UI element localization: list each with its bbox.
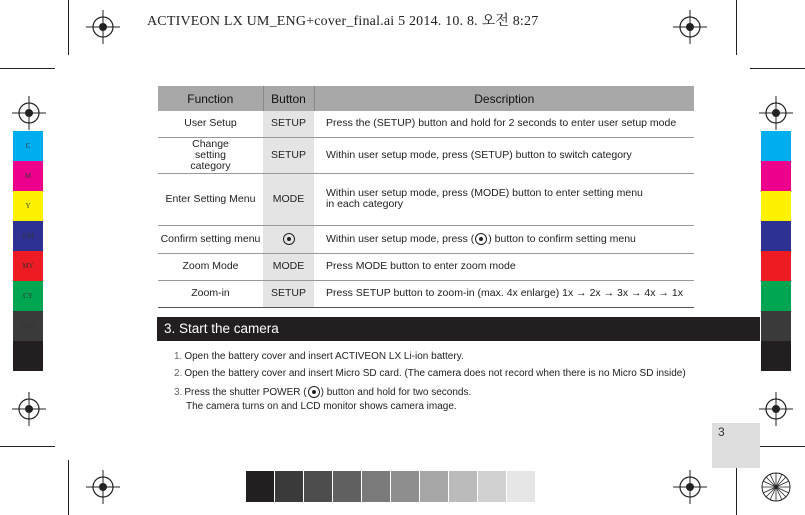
list-item: 1. Open the battery cover and insert ACTIVEON LX Li-ion battery. [174, 351, 464, 362]
gray-swatch [507, 471, 535, 502]
file-slug-line: ACTIVEON LX UM_ENG+cover_final.ai 5 2014. 10. 8. 오전 8:27 [147, 14, 539, 29]
button-cell: MODE [263, 173, 314, 225]
description-cell: Press SETUP button to zoom-in (max. 4x enlarge) 1x → 2x → 3x → 4x → 1x [314, 280, 694, 307]
column-header: Function [158, 86, 263, 111]
list-item: 3. Press the shutter POWER ( ) button and hold for two seconds. [174, 387, 472, 398]
power-button-icon [308, 386, 320, 398]
crop-mark [68, 460, 69, 515]
color-swatch: CMY [13, 311, 43, 341]
gray-swatch [420, 471, 448, 502]
button-cell: MODE [263, 253, 314, 280]
color-swatch [761, 161, 791, 191]
table-header-row [158, 86, 694, 111]
table-row [158, 173, 694, 225]
table-row [158, 137, 694, 173]
starburst-target-icon [759, 470, 793, 504]
list-item: 2. Open the battery cover and insert Micro SD card. (The camera does not record when there is no Micro SD inside) [174, 368, 686, 379]
function-cell: Confirm setting menu [158, 225, 263, 253]
color-swatch: C [13, 131, 43, 161]
gray-swatch [391, 471, 419, 502]
section-title: 3. Start the camera [157, 317, 760, 341]
registration-target-icon [86, 10, 120, 44]
color-swatch: Y [13, 191, 43, 221]
description-cell: Within user setup mode, press (MODE) button to enter setting menu in each category [314, 173, 694, 225]
gray-swatch [333, 471, 361, 502]
color-swatch: MY [13, 251, 43, 281]
description-cell: Press MODE button to enter zoom mode [314, 253, 694, 280]
table-row [158, 280, 694, 307]
registration-target-icon [673, 10, 707, 44]
description-cell: Within user setup mode, press (SETUP) button to switch category [314, 137, 694, 173]
button-cell: SETUP [263, 280, 314, 307]
function-cell: Zoom-in [158, 280, 263, 307]
function-table [158, 86, 694, 308]
table-row [158, 111, 694, 137]
crop-mark [736, 0, 737, 55]
steps-list [174, 348, 686, 415]
color-swatch [13, 341, 43, 371]
color-swatch [761, 341, 791, 371]
function-cell: Zoom Mode [158, 253, 263, 280]
color-swatch: M [13, 161, 43, 191]
gray-swatch [246, 471, 274, 502]
column-header: Description [314, 86, 694, 111]
function-cell: Change setting category [158, 137, 263, 173]
gray-swatch [449, 471, 477, 502]
registration-target-icon [12, 96, 46, 130]
table-row [158, 225, 694, 253]
registration-target-icon [759, 96, 793, 130]
page-number: 3 [718, 425, 725, 439]
gray-swatch [478, 471, 506, 502]
button-cell: SETUP [263, 137, 314, 173]
crop-mark [0, 68, 55, 69]
crop-mark [68, 0, 69, 55]
page-number-box [712, 423, 760, 468]
registration-target-icon [673, 470, 707, 504]
table-row [158, 253, 694, 280]
function-cell: Enter Setting Menu [158, 173, 263, 225]
gray-swatch [304, 471, 332, 502]
ok-circle-icon [475, 233, 487, 245]
crop-mark [750, 68, 805, 69]
list-item-continuation: The camera turns on and LCD monitor shows camera image. [186, 401, 457, 412]
gray-swatch [275, 471, 303, 502]
ok-circle-icon [283, 233, 295, 245]
color-bar-right [761, 131, 791, 371]
column-header: Button [263, 86, 314, 111]
gray-scale-bar [246, 471, 536, 502]
color-swatch [761, 191, 791, 221]
registration-target-icon [86, 470, 120, 504]
gray-swatch [362, 471, 390, 502]
registration-target-icon [759, 392, 793, 426]
crop-mark [0, 446, 55, 447]
color-bar-left [13, 131, 43, 371]
description-cell: Press the (SETUP) button and hold for 2 seconds to enter user setup mode [314, 111, 694, 137]
color-swatch: CY [13, 281, 43, 311]
color-swatch [761, 221, 791, 251]
color-swatch [761, 281, 791, 311]
function-cell: User Setup [158, 111, 263, 137]
color-swatch [761, 131, 791, 161]
color-swatch [761, 251, 791, 281]
crop-mark [736, 460, 737, 515]
color-swatch [761, 311, 791, 341]
description-cell: Within user setup mode, press ( ) button to confirm setting menu [314, 225, 694, 253]
button-cell: SETUP [263, 111, 314, 137]
registration-target-icon [12, 392, 46, 426]
color-swatch: CM [13, 221, 43, 251]
button-cell [263, 225, 314, 253]
